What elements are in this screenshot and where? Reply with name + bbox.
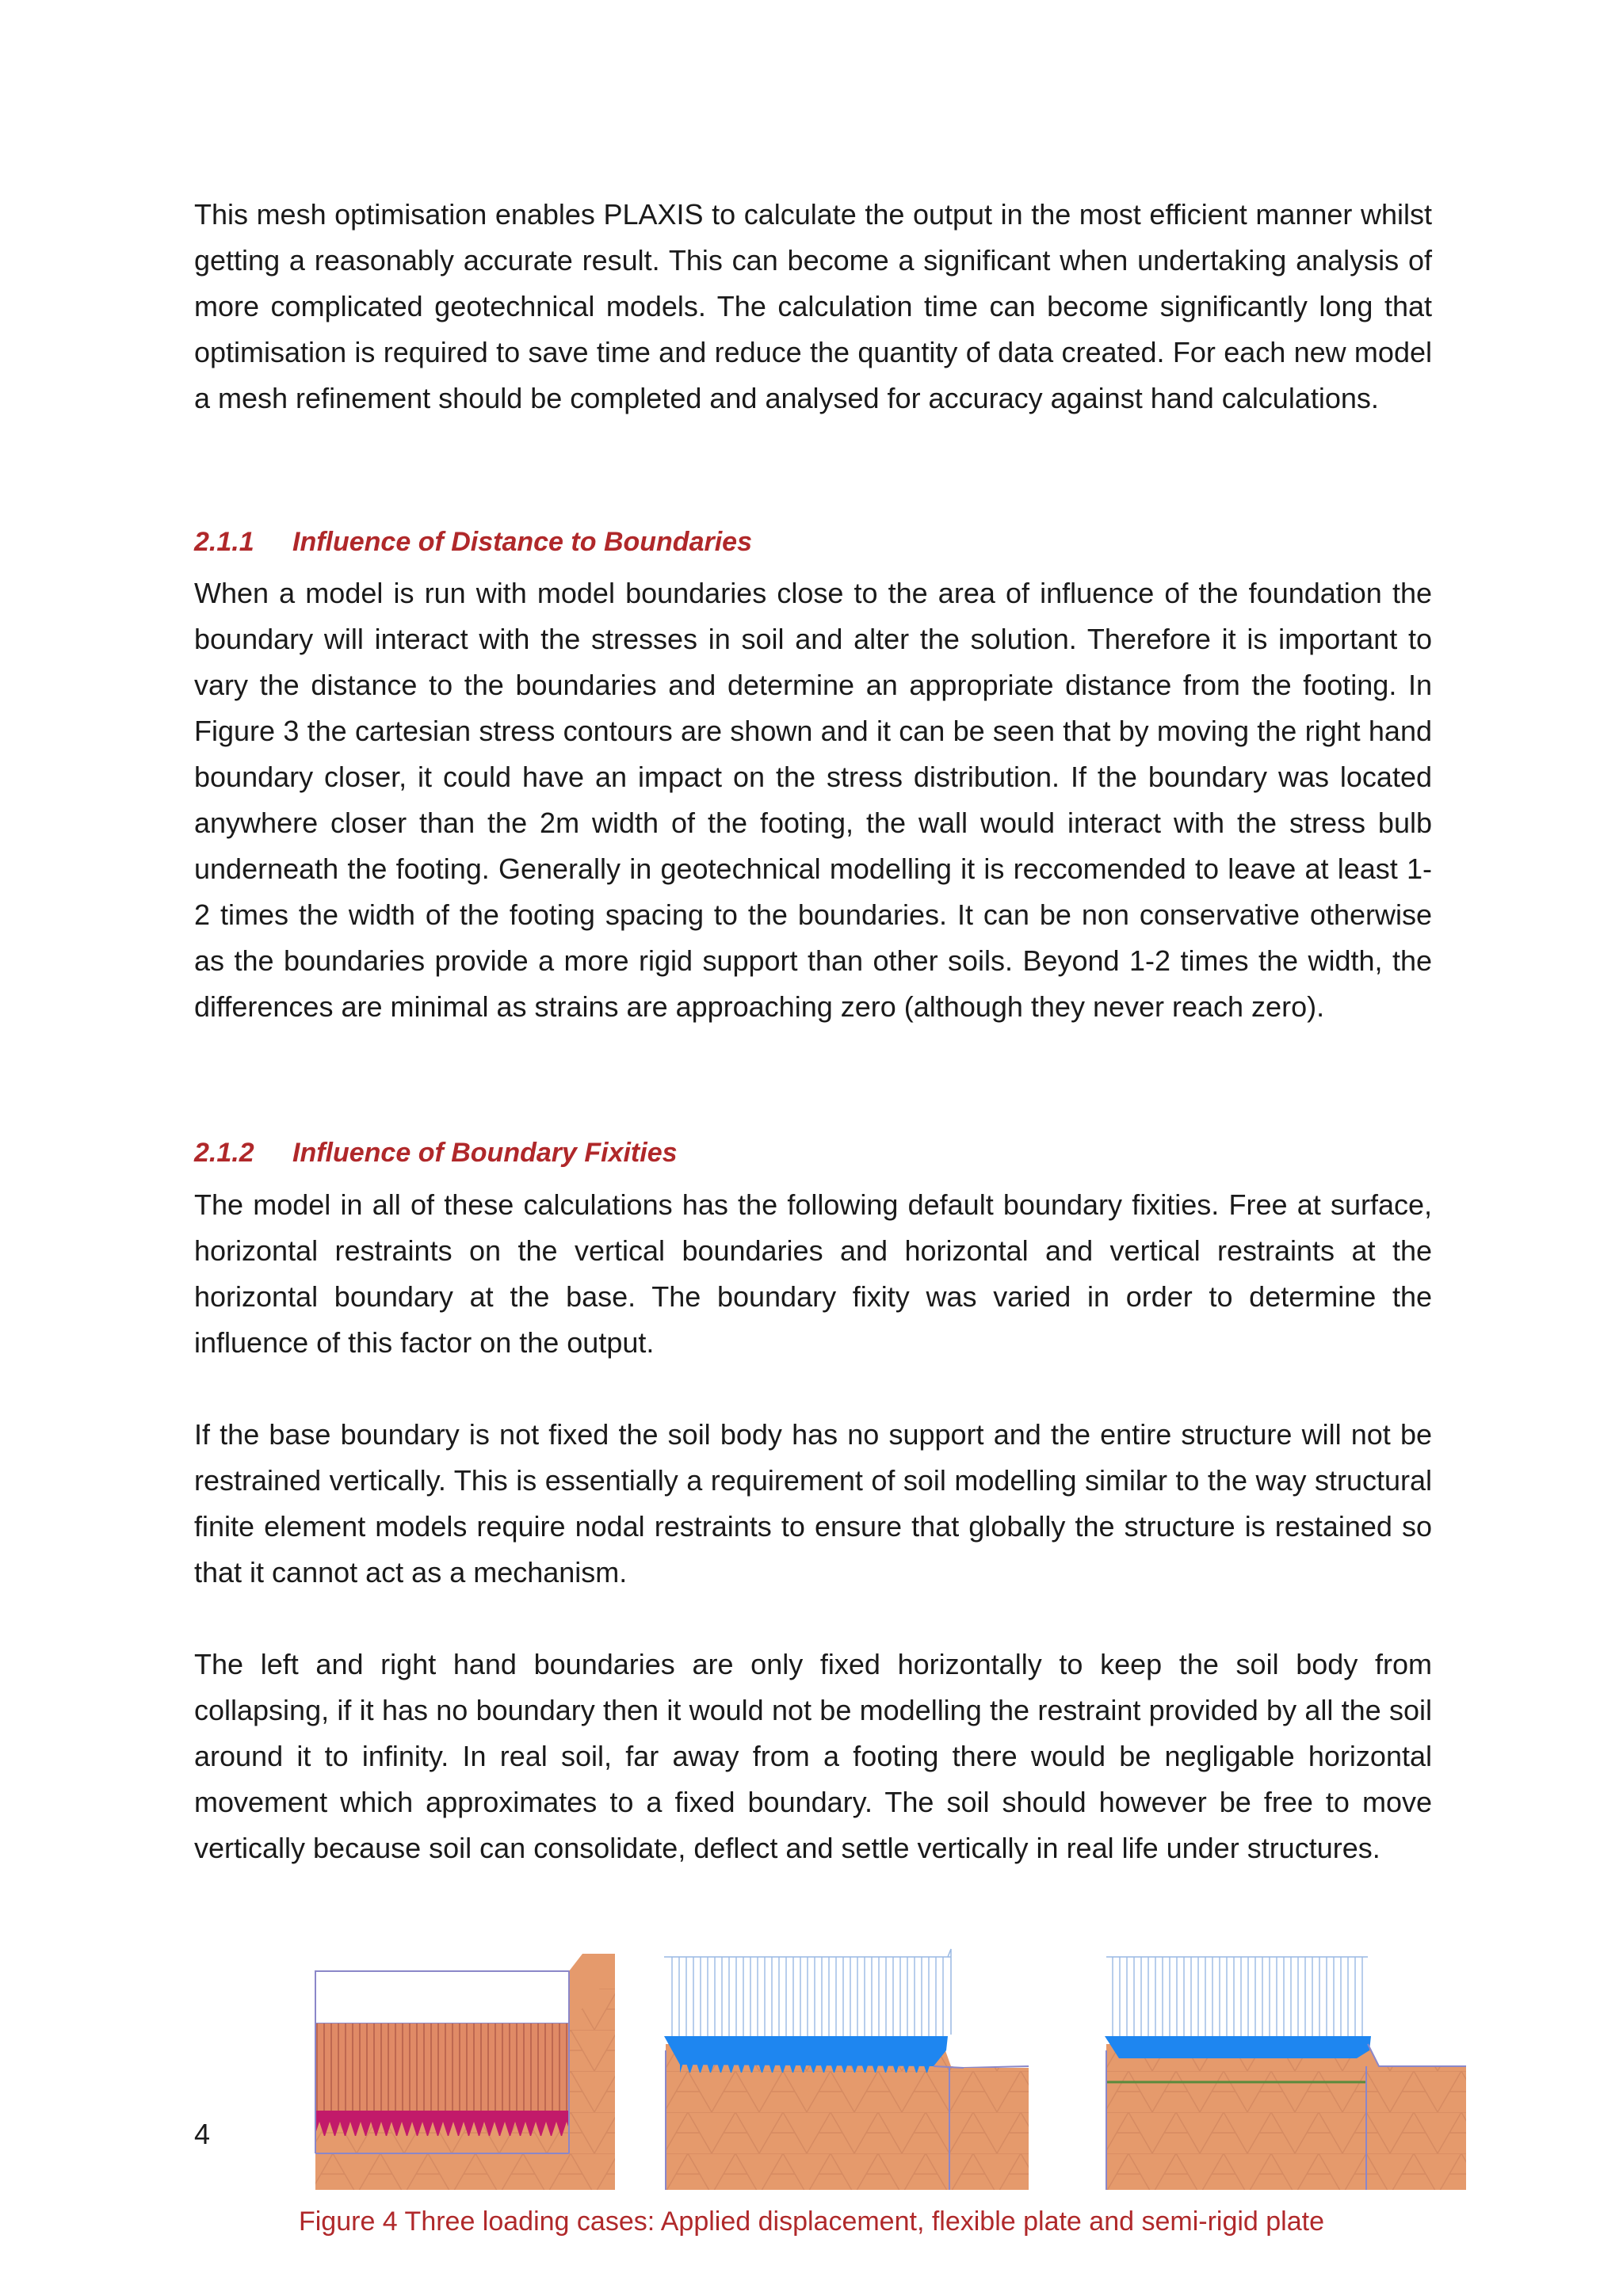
paragraph-base-boundary: If the base boundary is not fixed the soil body has no support and the entire structure will not be restrained vertically. This is essentially a requirement of soil modelling similar to the way structural finite element models require nodal restraints to ensure that globally the structure is restained so that it cannot act as a mechanism.: [194, 1418, 1432, 1589]
panel-semi-rigid-plate: [1105, 1957, 1466, 2190]
figure-caption: Figure 4 Three loading cases: Applied displacement, flexible plate and semi-rigid plate: [298, 2206, 1324, 2237]
paragraph-distance-boundaries: When a model is run with model boundaries close to the area of influence of the foundation the boundary will interact with the stresses in soil and alter the solution. Therefore it is important to vary the distance to the boundaries and determine an appropriate distance from the footing. In Figure 3 the cartesian stress contours are shown and it can be seen that by moving the right hand boundary closer, it could have an impact on the stress distribution. If the boundary was located anywhere closer than the 2m width of the footing, the wall would interact with the stress bulb underneath the footing. Generally in geotechnical modelling it is reccomended to leave at least 1-2 times the width of the footing spacing to the boundaries. It can be non conservative otherwise as the boundaries provide a more rigid support than other soils. Beyond 1-2 times the width, the differences are minimal as strains are approaching zero (although they never reach zero).: [194, 577, 1432, 1023]
panel-applied-displacement: [315, 1954, 615, 2190]
page-number: 4: [194, 2118, 211, 2150]
figure-4-loading-cases: [309, 1947, 1466, 2193]
paragraph-side-boundaries: The left and right hand boundaries are only fixed horizontally to keep the soil body from collapsing, if it has no boundary then it would not be modelling the restraint provided by all the soil around it to infinity. In real soil, far away from a footing there would be negligable horizontal movement which approximates to a fixed boundary. The soil should however be free to move vertically because soil can consolidate, deflect and settle vertically in real life under structures.: [194, 1648, 1432, 1864]
section-number: 2.1.2: [194, 1138, 254, 1168]
paragraph-mesh-optimisation: This mesh optimisation enables PLAXIS to calculate the output in the most efficient manner whilst getting a reasonably accurate result. This can become a significant when undertaking analysis of more complicated geotechnical models. The calculation time can become significantly long that optimisation is required to save time and reduce the quantity of data created. For each new model a mesh refinement should be completed and analysed for accuracy against hand calculations.: [194, 198, 1432, 414]
panel-flexible-plate: [664, 1949, 1029, 2190]
paragraph-default-fixities: The model in all of these calculations has the following default boundary fixities. Free at surface, horizontal restraints on the vertical boundaries and horizontal and vertical restraints at the horizontal boundary at the base. The boundary fixity was varied in order to determine the influence of this factor on the output.: [194, 1188, 1432, 1359]
section-title: Influence of Boundary Fixities: [292, 1138, 678, 1168]
section-number: 2.1.1: [194, 527, 254, 557]
section-heading-2-1-1: [194, 524, 752, 560]
section-heading-2-1-2: [194, 1135, 678, 1171]
section-title: Influence of Distance to Boundaries: [292, 527, 752, 557]
